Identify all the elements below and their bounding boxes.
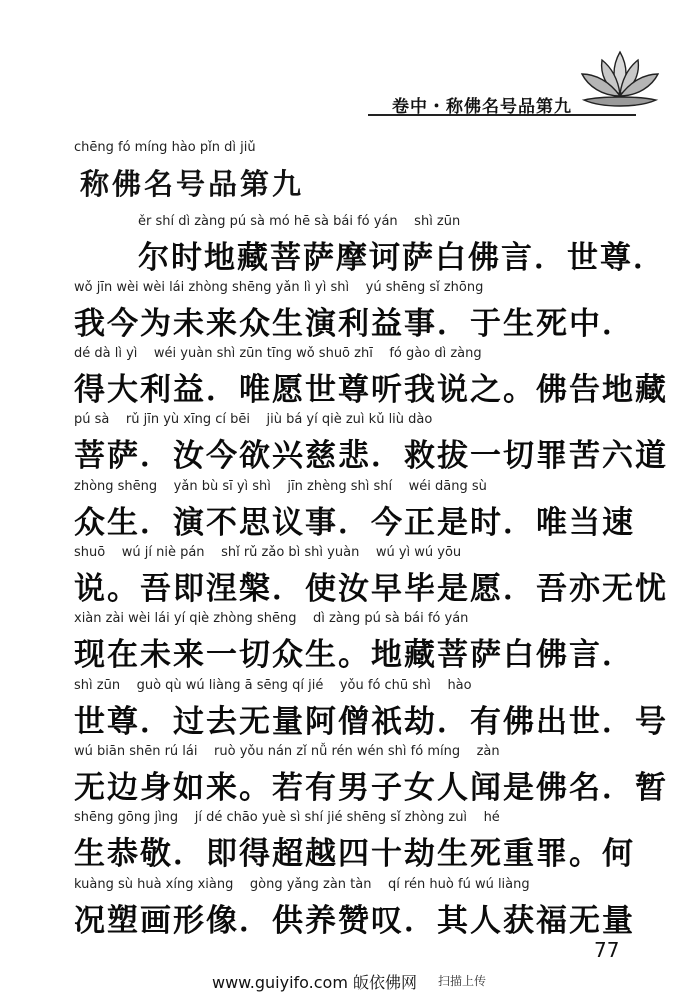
pinyin-line-2: wǒ jīn wèi wèi lái zhòng shēng yǎn lì yì shì yú shēng sǐ zhōng — [74, 280, 484, 295]
pinyin-line-4: pú sà rǔ jīn yù xīng cí bēi jiù bá yí qiè zuì kǔ liù dào — [74, 412, 433, 427]
text-line-10: 生恭敬．即得超越四十劫生死重罪。何 — [74, 836, 635, 872]
text-line-2: 我今为未来众生演利益事．于生死中． — [74, 306, 635, 342]
text-line-5: 众生．演不思议事．今正是时．唯当速 — [74, 505, 635, 541]
pinyin-line-5: zhòng shēng yǎn bù sī yì shì jīn zhèng shì shí wéi dāng sù — [74, 479, 487, 494]
text-line-4: 菩萨．汝今欲兴慈悲．救拔一切罪苦六道 — [74, 438, 668, 474]
text-line-9: 无边身如来。若有男子女人闻是佛名．暂 — [74, 770, 668, 806]
pinyin-line-7: xiàn zài wèi lái yí qiè zhòng shēng dì zàng pú sà bái fó yán — [74, 611, 469, 626]
pinyin-line-1: ěr shí dì zàng pú sà mó hē sà bái fó yán shì zūn — [138, 214, 461, 229]
page-number: 77 — [594, 938, 620, 962]
pinyin-line-3: dé dà lì yì wéi yuàn shì zūn tīng wǒ shuō zhī fó gào dì zàng — [74, 346, 482, 361]
pinyin-line-11: kuàng sù huà xíng xiàng gòng yǎng zàn tàn qí rén huò fú wú liàng — [74, 877, 530, 892]
lotus-icon — [576, 48, 664, 112]
pinyin-line-6: shuō wú jí niè pán shǐ rǔ zǎo bì shì yuàn wú yì wú yōu — [74, 545, 462, 560]
text-line-8: 世尊．过去无量阿僧祇劫．有佛出世．号 — [74, 704, 668, 740]
running-title: 卷中・称佛名号品第九 — [392, 97, 572, 117]
text-line-1: 尔时地藏菩萨摩诃萨白佛言．世尊． — [138, 240, 666, 276]
text-line-11: 况塑画形像．供养赞叹．其人获福无量 — [74, 903, 635, 939]
pinyin-line-8: shì zūn guò qù wú liàng ā sēng qí jié yǒu fó chū shì hào — [74, 678, 472, 693]
chapter-title-pinyin: chēng fó míng hào pǐn dì jiǔ — [74, 140, 256, 155]
pinyin-line-9: wú biān shēn rú lái ruò yǒu nán zǐ nǚ rén wén shì fó míng zàn — [74, 744, 500, 759]
text-line-3: 得大利益．唯愿世尊听我说之。佛告地藏 — [74, 372, 668, 408]
text-line-6: 说。吾即涅槃．使汝早毕是愿．吾亦无忧 — [74, 571, 668, 607]
footer-scan-note: 扫描上传 — [438, 974, 487, 988]
pinyin-line-10: shēng gōng jìng jí dé chāo yuè sì shí jié shēng sǐ zhòng zuì hé — [74, 810, 500, 825]
footer-website: www.guiyifo.com 皈依佛网 — [212, 973, 418, 992]
chapter-title: 称佛名号品第九 — [80, 167, 305, 201]
text-line-7: 现在未来一切众生。地藏菩萨白佛言． — [74, 637, 635, 673]
